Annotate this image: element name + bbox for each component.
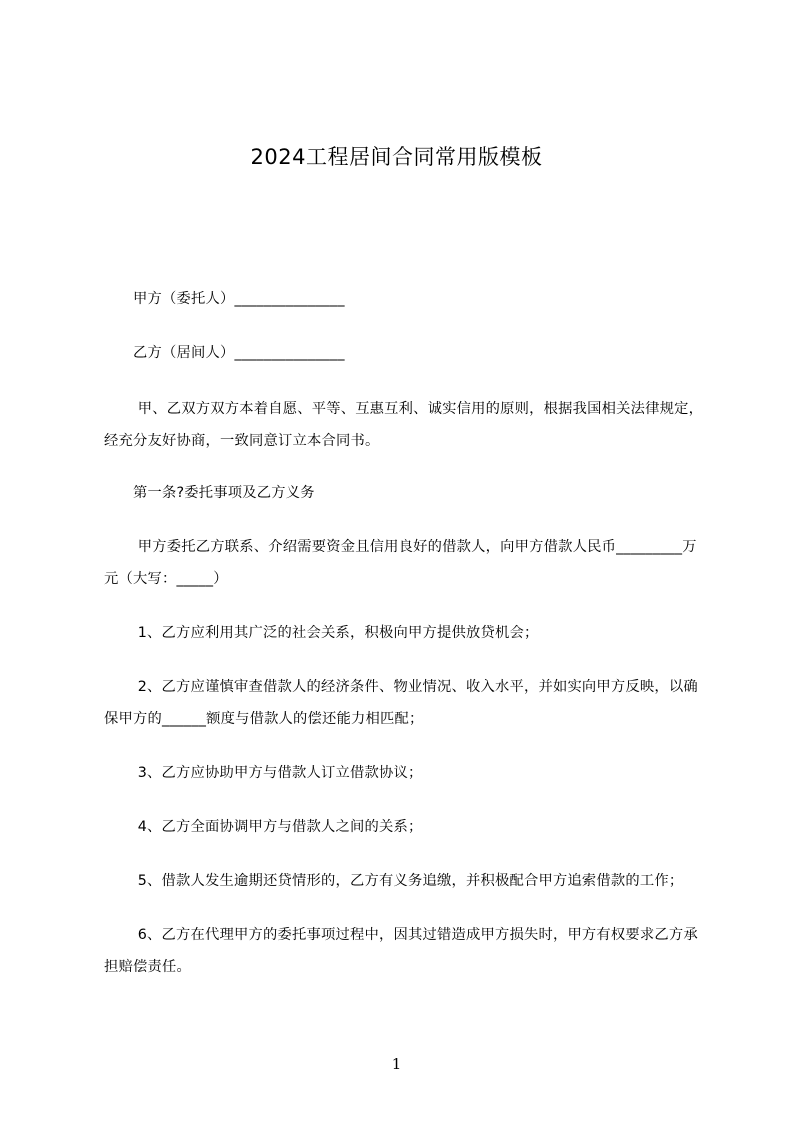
obligation-item-1: 1、乙方应利用其广泛的社会关系，积极向甲方提供放贷机会； xyxy=(104,625,539,641)
page-number: 1 xyxy=(391,1055,402,1073)
obligation-item-3: 3、乙方应协助甲方与借款人订立借款协议； xyxy=(104,765,423,781)
obligation-item-2: 2、乙方应谨慎审查借款人的经济条件、物业情况、收入水平，并如实向甲方反映，以确保甲方的______额度与借款人的偿还能力相匹配； xyxy=(104,679,698,727)
article-1-heading: 第一条?委托事项及乙方义务 xyxy=(104,485,315,501)
party-b-line: 乙方（居间人）_______________ xyxy=(104,345,345,361)
obligation-item-6: 6、乙方在代理甲方的委托事项过程中，因其过错造成甲方损失时，甲方有权要求乙方承担赔偿责任。 xyxy=(104,927,698,975)
document-title: 2024工程居间合同常用版模板 xyxy=(250,145,543,169)
obligation-item-4: 4、乙方全面协调甲方与借款人之间的关系； xyxy=(104,819,423,835)
intro-paragraph: 甲、乙双方双方本着自愿、平等、互惠互利、诚实信用的原则，根据我国相关法律规定，经充分友好协商，一致同意订立本合同书。 xyxy=(104,401,704,449)
entrust-paragraph: 甲方委托乙方联系、介绍需要资金且信用良好的借款人，向甲方借款人民币_________万元（大写：_____） xyxy=(104,539,697,587)
party-a-line: 甲方（委托人）_______________ xyxy=(104,291,345,307)
obligation-item-5: 5、借款人发生逾期还贷情形的，乙方有义务追缴，并积极配合甲方追索借款的工作； xyxy=(104,873,684,889)
document-body xyxy=(104,283,704,983)
